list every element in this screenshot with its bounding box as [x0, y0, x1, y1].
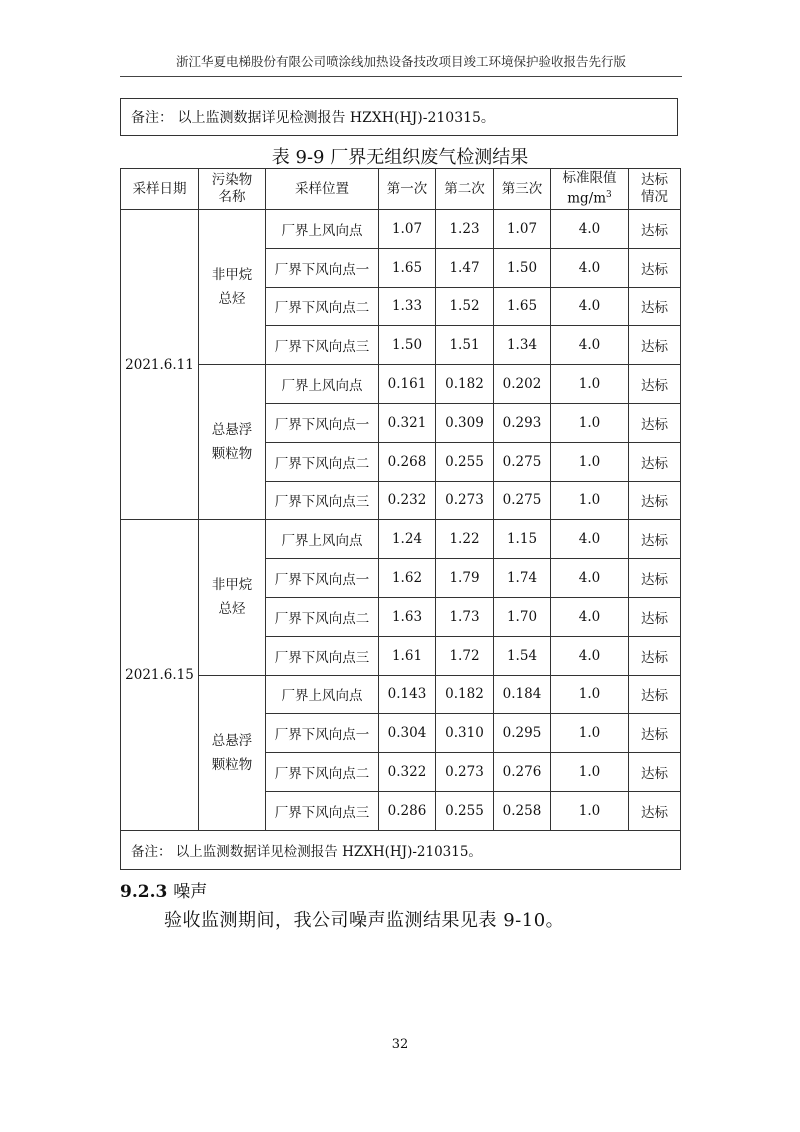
third-value-cell: 0.276 — [494, 753, 551, 792]
col-header-status — [629, 169, 681, 210]
pollutant-name-l2: 颗粒物 — [211, 756, 253, 773]
first-value-cell: 0.304 — [379, 714, 436, 753]
third-value-cell: 1.50 — [494, 248, 551, 287]
location-cell: 厂界下风向点二 — [266, 597, 379, 636]
second-value-cell: 0.182 — [436, 365, 494, 404]
first-value-cell: 0.268 — [379, 442, 436, 481]
col-header-third: 第三次 — [494, 169, 551, 210]
status-cell: 达标 — [629, 287, 681, 326]
status-cell: 达标 — [629, 753, 681, 792]
location-cell: 厂界下风向点二 — [266, 287, 379, 326]
second-value-cell: 1.72 — [436, 636, 494, 675]
col-header-limit-unit: mg/m — [567, 190, 607, 207]
first-value-cell: 1.33 — [379, 287, 436, 326]
pollutant-name-cell — [199, 365, 266, 520]
second-value-cell: 1.22 — [436, 520, 494, 559]
location-cell: 厂界下风向点一 — [266, 403, 379, 442]
col-header-second: 第二次 — [436, 169, 494, 210]
limit-cell: 1.0 — [551, 675, 629, 714]
status-cell: 达标 — [629, 365, 681, 404]
first-value-cell: 1.07 — [379, 210, 436, 249]
pollutant-name-cell — [199, 675, 266, 830]
first-value-cell: 1.24 — [379, 520, 436, 559]
location-cell: 厂界上风向点 — [266, 365, 379, 404]
location-cell: 厂界上风向点 — [266, 520, 379, 559]
limit-cell: 4.0 — [551, 636, 629, 675]
status-cell: 达标 — [629, 675, 681, 714]
second-value-cell: 0.273 — [436, 481, 494, 520]
status-cell: 达标 — [629, 481, 681, 520]
table-row — [121, 520, 681, 559]
first-value-cell: 0.232 — [379, 481, 436, 520]
first-value-cell: 1.63 — [379, 597, 436, 636]
col-header-pollutant — [199, 169, 266, 210]
location-cell: 厂界下风向点三 — [266, 326, 379, 365]
second-value-cell: 1.47 — [436, 248, 494, 287]
third-value-cell: 0.275 — [494, 481, 551, 520]
pollutant-name-l1: 总悬浮 — [211, 732, 253, 749]
location-cell: 厂界下风向点一 — [266, 248, 379, 287]
location-cell: 厂界下风向点三 — [266, 636, 379, 675]
second-value-cell: 0.255 — [436, 442, 494, 481]
first-value-cell: 1.61 — [379, 636, 436, 675]
col-header-limit — [551, 169, 629, 210]
first-value-cell: 0.322 — [379, 753, 436, 792]
limit-cell: 4.0 — [551, 559, 629, 598]
first-value-cell: 0.161 — [379, 365, 436, 404]
limit-cell: 1.0 — [551, 753, 629, 792]
table-row — [121, 365, 681, 404]
limit-cell: 4.0 — [551, 597, 629, 636]
first-value-cell: 1.62 — [379, 559, 436, 598]
page-header: 浙江华夏电梯股份有限公司喷涂线加热设备技改项目竣工环境保护验收报告先行版 — [120, 52, 682, 77]
third-value-cell: 1.34 — [494, 326, 551, 365]
third-value-cell: 0.184 — [494, 675, 551, 714]
status-cell: 达标 — [629, 403, 681, 442]
second-value-cell: 1.23 — [436, 210, 494, 249]
second-value-cell: 0.273 — [436, 753, 494, 792]
location-cell: 厂界下风向点一 — [266, 559, 379, 598]
second-value-cell: 1.73 — [436, 597, 494, 636]
pollutant-name-l1: 总悬浮 — [211, 422, 253, 439]
limit-cell: 1.0 — [551, 365, 629, 404]
col-header-date: 采样日期 — [121, 169, 199, 210]
status-cell: 达标 — [629, 597, 681, 636]
pollutant-name-cell — [199, 520, 266, 675]
first-value-cell: 1.65 — [379, 248, 436, 287]
table-note-row — [121, 830, 681, 869]
status-cell: 达标 — [629, 520, 681, 559]
table-row — [121, 675, 681, 714]
second-value-cell: 0.309 — [436, 403, 494, 442]
second-value-cell: 1.51 — [436, 326, 494, 365]
body-paragraph: 验收监测期间，我公司噪声监测结果见表 9-10。 — [164, 910, 565, 931]
col-header-status-l1: 达标 — [641, 172, 668, 188]
pollutant-name-l1: 非甲烷 — [211, 267, 253, 284]
third-value-cell: 0.295 — [494, 714, 551, 753]
table-row — [121, 210, 681, 249]
col-header-location: 采样位置 — [266, 169, 379, 210]
third-value-cell: 1.65 — [494, 287, 551, 326]
pollutant-name-l1: 非甲烷 — [211, 577, 253, 594]
first-value-cell: 0.286 — [379, 791, 436, 830]
status-cell: 达标 — [629, 210, 681, 249]
limit-cell: 1.0 — [551, 791, 629, 830]
location-cell: 厂界上风向点 — [266, 675, 379, 714]
second-value-cell: 0.255 — [436, 791, 494, 830]
location-cell: 厂界下风向点二 — [266, 442, 379, 481]
status-cell: 达标 — [629, 326, 681, 365]
third-value-cell: 1.70 — [494, 597, 551, 636]
status-cell: 达标 — [629, 248, 681, 287]
location-cell: 厂界下风向点一 — [266, 714, 379, 753]
limit-cell: 4.0 — [551, 520, 629, 559]
sample-date-cell: 2021.6.15 — [121, 520, 199, 830]
first-value-cell: 0.321 — [379, 403, 436, 442]
location-cell: 厂界下风向点三 — [266, 481, 379, 520]
limit-cell: 1.0 — [551, 442, 629, 481]
status-cell: 达标 — [629, 791, 681, 830]
third-value-cell: 1.74 — [494, 559, 551, 598]
limit-cell: 1.0 — [551, 403, 629, 442]
col-header-status-l2: 情况 — [641, 189, 668, 205]
pollutant-name-cell — [199, 210, 266, 365]
pollutant-name-l2: 总烃 — [218, 601, 246, 618]
section-heading — [120, 877, 207, 902]
third-value-cell: 0.202 — [494, 365, 551, 404]
location-cell: 厂界下风向点二 — [266, 753, 379, 792]
page-number: 32 — [391, 1037, 409, 1052]
col-header-first: 第一次 — [379, 169, 436, 210]
third-value-cell: 0.258 — [494, 791, 551, 830]
limit-cell: 1.0 — [551, 714, 629, 753]
second-value-cell: 1.52 — [436, 287, 494, 326]
table-title: 表 9-9 厂界无组织废气检测结果 — [271, 147, 529, 168]
col-header-limit-sup: 3 — [606, 190, 612, 201]
third-value-cell: 0.293 — [494, 403, 551, 442]
limit-cell: 4.0 — [551, 210, 629, 249]
third-value-cell: 0.275 — [494, 442, 551, 481]
section-title: 噪声 — [173, 882, 208, 902]
pollutant-name-l2: 总烃 — [218, 291, 246, 308]
second-value-cell: 0.182 — [436, 675, 494, 714]
col-header-pollutant-l1: 污染物 — [211, 172, 253, 188]
third-value-cell: 1.54 — [494, 636, 551, 675]
third-value-cell: 1.07 — [494, 210, 551, 249]
third-value-cell: 1.15 — [494, 520, 551, 559]
limit-cell: 4.0 — [551, 248, 629, 287]
limit-cell: 1.0 — [551, 481, 629, 520]
col-header-limit-l1: 标准限值 — [562, 170, 617, 187]
section-number: 9.2.3 — [120, 882, 168, 902]
note-top: 备注： 以上监测数据详见检测报告 HZXH(HJ)-210315。 — [120, 98, 678, 136]
exhaust-gas-table — [120, 168, 681, 870]
location-cell: 厂界上风向点 — [266, 210, 379, 249]
second-value-cell: 0.310 — [436, 714, 494, 753]
col-header-pollutant-l2: 名称 — [218, 189, 246, 205]
table-header-row — [121, 169, 681, 210]
sample-date-cell: 2021.6.11 — [121, 210, 199, 520]
pollutant-name-l2: 颗粒物 — [211, 446, 253, 463]
status-cell: 达标 — [629, 559, 681, 598]
limit-cell: 4.0 — [551, 326, 629, 365]
second-value-cell: 1.79 — [436, 559, 494, 598]
limit-cell: 4.0 — [551, 287, 629, 326]
status-cell: 达标 — [629, 714, 681, 753]
status-cell: 达标 — [629, 442, 681, 481]
first-value-cell: 1.50 — [379, 326, 436, 365]
location-cell: 厂界下风向点三 — [266, 791, 379, 830]
note-bottom: 备注： 以上监测数据详见检测报告 HZXH(HJ)-210315。 — [121, 830, 681, 869]
status-cell: 达标 — [629, 636, 681, 675]
first-value-cell: 0.143 — [379, 675, 436, 714]
